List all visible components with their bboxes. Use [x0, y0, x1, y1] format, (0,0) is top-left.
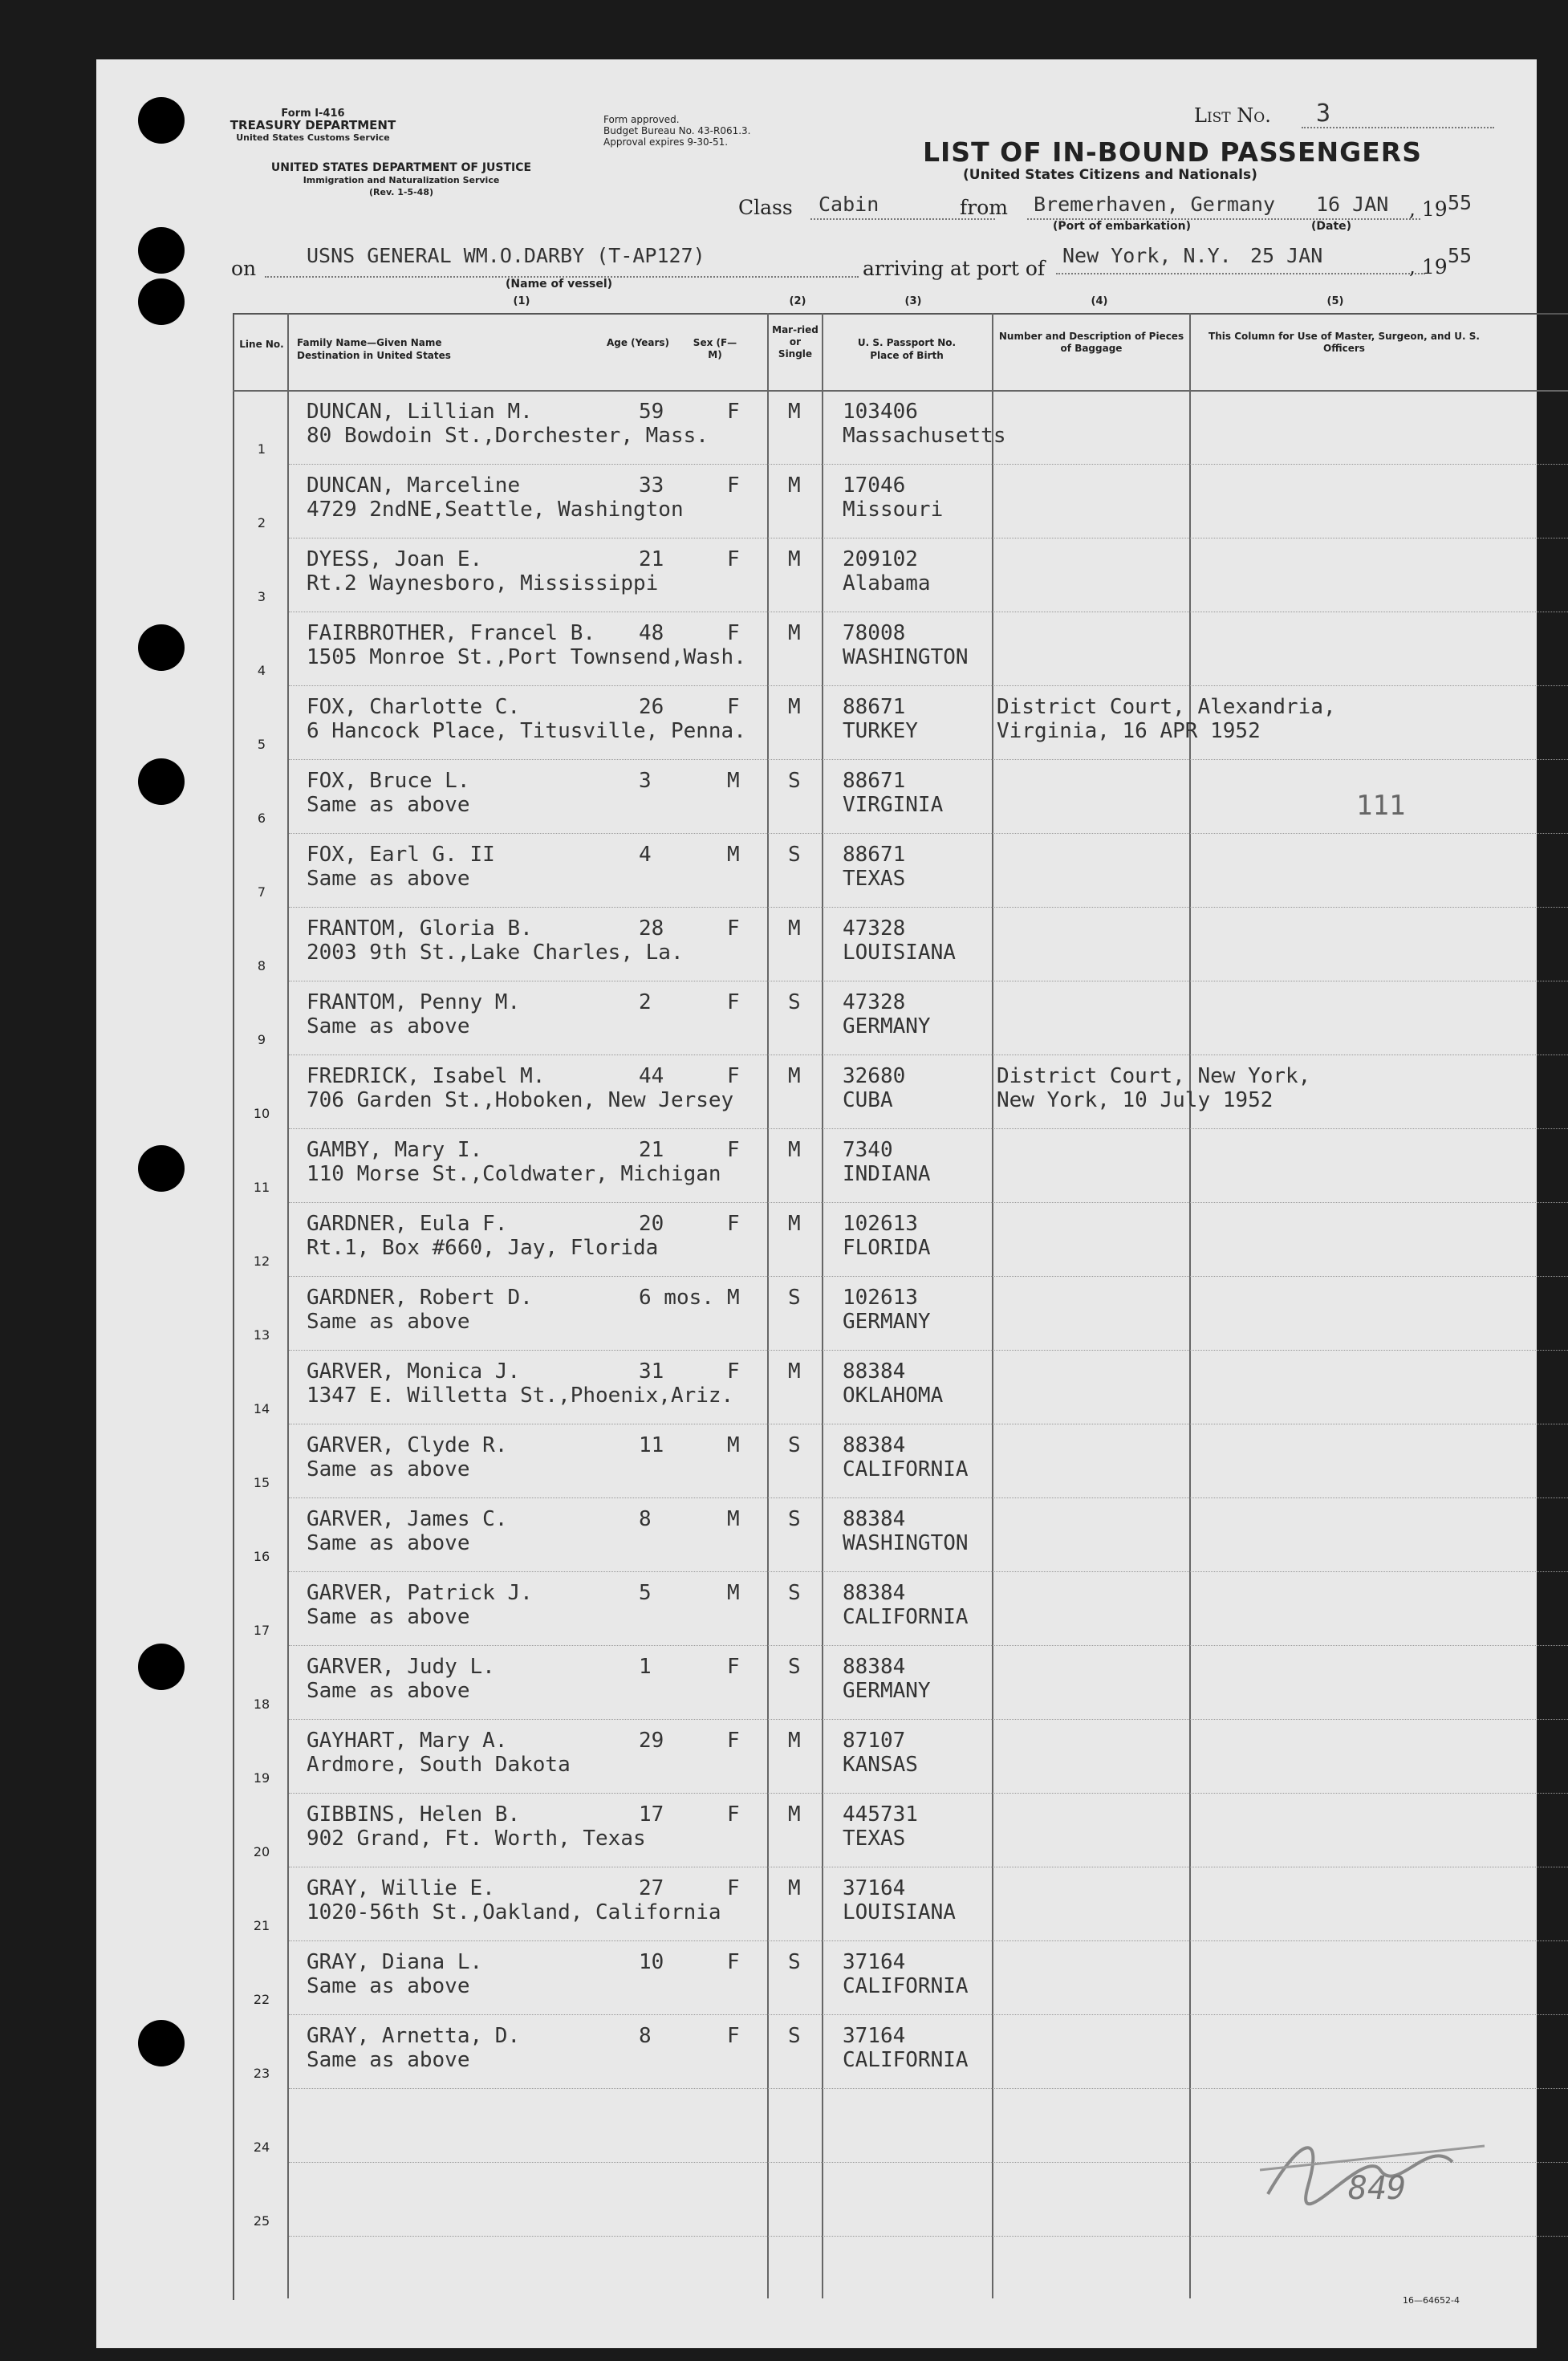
- row-divider: [289, 1719, 1568, 1720]
- marital-status: M: [788, 916, 801, 941]
- line-number: 18: [253, 1697, 270, 1712]
- destination: Same as above: [307, 1531, 470, 1555]
- approval-block: [603, 114, 828, 148]
- sex: M: [727, 1581, 740, 1605]
- destination: Same as above: [307, 1679, 470, 1703]
- header-destination: Destination in United States: [297, 350, 451, 361]
- table-row: [96, 1721, 1537, 1794]
- row-divider: [289, 1645, 1568, 1646]
- row-divider: [289, 907, 1568, 908]
- table-row: [96, 761, 1537, 835]
- passport-number: 47328: [843, 990, 906, 1014]
- destination: Same as above: [307, 1974, 470, 1998]
- destination: 902 Grand, Ft. Worth, Texas: [307, 1827, 646, 1851]
- table-row: [96, 687, 1537, 761]
- destination: Rt.1, Box #660, Jay, Florida: [307, 1236, 659, 1260]
- destination: Same as above: [307, 1014, 470, 1038]
- family-name: GAMBY, Mary I.: [307, 1138, 483, 1162]
- family-name: GARVER, James C.: [307, 1507, 508, 1531]
- line-number: 24: [253, 2140, 270, 2155]
- marital-status: S: [788, 843, 801, 867]
- place-of-birth: TEXAS: [843, 1827, 906, 1851]
- embarkation-date: 16 JAN: [1316, 193, 1389, 216]
- document-subtitle: (United States Citizens and Nationals): [963, 167, 1257, 183]
- family-name: GARVER, Judy L.: [307, 1655, 495, 1679]
- age: 1: [639, 1655, 652, 1679]
- passport-number: 37164: [843, 1876, 906, 1900]
- marital-status: S: [788, 769, 801, 793]
- family-name: GRAY, Willie E.: [307, 1876, 495, 1900]
- passport-number: 47328: [843, 916, 906, 941]
- header-birth: Place of Birth: [870, 350, 944, 361]
- passport-number: 209102: [843, 547, 918, 571]
- age: 11: [639, 1433, 664, 1457]
- table-row: [96, 1499, 1537, 1573]
- row-divider: [289, 1940, 1568, 1941]
- punch-hole: [138, 227, 185, 274]
- passport-number: 102613: [843, 1212, 918, 1236]
- family-name: FREDRICK, Isabel M.: [307, 1064, 546, 1088]
- destination: Same as above: [307, 2048, 470, 2072]
- embarkation-port: Bremerhaven, Germany: [1034, 193, 1276, 216]
- punch-hole: [138, 278, 185, 325]
- row-divider: [289, 759, 1568, 760]
- passport-number: 103406: [843, 400, 918, 424]
- officer-mark: 111: [1356, 790, 1406, 822]
- destination: 706 Garden St.,Hoboken, New Jersey: [307, 1088, 734, 1112]
- form-id-block: [217, 108, 409, 144]
- family-name: FOX, Charlotte C.: [307, 695, 521, 719]
- marital-status: M: [788, 1802, 801, 1827]
- family-name: GRAY, Diana L.: [307, 1950, 483, 1974]
- place-of-birth: INDIANA: [843, 1162, 931, 1186]
- passport-number: 88384: [843, 1507, 906, 1531]
- table-row: [96, 1794, 1537, 1868]
- destination: 1020-56th St.,Oakland, California: [307, 1900, 721, 1924]
- passport-number: 88384: [843, 1359, 906, 1384]
- age: 28: [639, 916, 664, 941]
- baggage-note-2: New York, 10 July 1952: [997, 1088, 1273, 1112]
- destination: 6 Hancock Place, Titusville, Penna.: [307, 719, 746, 743]
- treasury-dept: TREASURY DEPARTMENT: [230, 118, 396, 132]
- place-of-birth: TEXAS: [843, 867, 906, 891]
- sex: M: [727, 1507, 740, 1531]
- approval-line-3: Approval expires 9-30-51.: [603, 136, 729, 148]
- sex: F: [727, 1655, 740, 1679]
- line-number: 10: [253, 1106, 270, 1121]
- header-line-no: Line No.: [239, 339, 284, 350]
- marital-status: S: [788, 2024, 801, 2048]
- list-no-label: List No.: [1194, 104, 1271, 127]
- justice-dept: UNITED STATES DEPARTMENT OF JUSTICE: [270, 161, 532, 174]
- line-number: 6: [257, 811, 266, 826]
- col-num-2: (2): [789, 295, 806, 307]
- age: 3: [639, 769, 652, 793]
- passport-number: 88671: [843, 769, 906, 793]
- line-number: 19: [253, 1770, 270, 1786]
- approval-line-1: Form approved.: [603, 114, 680, 125]
- destination: 1347 E. Willetta St.,Phoenix,Ariz.: [307, 1384, 734, 1408]
- age: 33: [639, 473, 664, 498]
- ins-service: Immigration and Naturalization Service: [303, 175, 500, 185]
- table-row: [96, 908, 1537, 982]
- col-num-3: (3): [904, 295, 922, 307]
- sex: F: [727, 400, 740, 424]
- punch-hole: [138, 624, 185, 671]
- row-divider: [289, 1497, 1568, 1498]
- row-divider: [289, 685, 1568, 686]
- destination: Same as above: [307, 867, 470, 891]
- family-name: FAIRBROTHER, Francel B.: [307, 621, 596, 645]
- marital-status: M: [788, 1359, 801, 1384]
- marital-status: M: [788, 473, 801, 498]
- passport-number: 88384: [843, 1655, 906, 1679]
- place-of-birth: WASHINGTON: [843, 645, 969, 669]
- passport-number: 88384: [843, 1433, 906, 1457]
- date-caption: (Date): [1311, 220, 1352, 233]
- port-caption: (Port of embarkation): [1053, 220, 1192, 233]
- row-divider: [289, 1128, 1568, 1129]
- baggage-note-1: District Court, Alexandria,: [997, 695, 1336, 719]
- line-number: 7: [257, 884, 266, 900]
- sex: F: [727, 990, 740, 1014]
- table-row: [96, 982, 1537, 1056]
- place-of-birth: Massachusetts: [843, 424, 1006, 448]
- marital-status: S: [788, 1655, 801, 1679]
- arrival-date: 25 JAN: [1250, 244, 1323, 267]
- punch-hole: [138, 758, 185, 805]
- row-divider: [289, 1571, 1568, 1572]
- row-divider: [289, 1276, 1568, 1277]
- col-num-1: (1): [513, 295, 530, 307]
- place-of-birth: VIRGINIA: [843, 793, 944, 817]
- family-name: FOX, Bruce L.: [307, 769, 470, 793]
- sex: F: [727, 916, 740, 941]
- table-row: [96, 1942, 1537, 2016]
- marital-status: M: [788, 1212, 801, 1236]
- age: 21: [639, 1138, 664, 1162]
- passport-number: 88384: [843, 1581, 906, 1605]
- line-number: 3: [257, 589, 266, 604]
- approval-line-2: Budget Bureau No. 43-R061.3.: [603, 125, 751, 136]
- vessel-name: USNS GENERAL WM.O.DARBY (T-AP127): [307, 244, 705, 267]
- line-number: 5: [257, 737, 266, 752]
- header-age: Age (Years): [606, 337, 670, 348]
- family-name: GAYHART, Mary A.: [307, 1729, 508, 1753]
- table-row: [96, 1573, 1537, 1647]
- line-number: 16: [253, 1549, 270, 1564]
- marital-status: M: [788, 621, 801, 645]
- justice-block: [225, 162, 578, 198]
- baggage-note-1: District Court, New York,: [997, 1064, 1311, 1088]
- destination: Rt.2 Waynesboro, Mississippi: [307, 571, 659, 595]
- line-number: 23: [253, 2066, 270, 2081]
- place-of-birth: CALIFORNIA: [843, 2048, 969, 2072]
- table-row: [96, 465, 1537, 539]
- punch-hole: [138, 97, 185, 144]
- row-divider: [289, 1793, 1568, 1794]
- line-number: 11: [253, 1180, 270, 1195]
- line-number: 8: [257, 958, 266, 973]
- sex: M: [727, 1433, 740, 1457]
- family-name: GRAY, Arnetta, D.: [307, 2024, 521, 2048]
- family-name: FRANTOM, Penny M.: [307, 990, 521, 1014]
- place-of-birth: Alabama: [843, 571, 931, 595]
- line-number: 15: [253, 1475, 270, 1490]
- line-number: 20: [253, 1844, 270, 1859]
- place-of-birth: Missouri: [843, 498, 944, 522]
- sex: F: [727, 1729, 740, 1753]
- place-of-birth: CUBA: [843, 1088, 893, 1112]
- destination: Same as above: [307, 793, 470, 817]
- row-divider: [289, 2236, 1568, 2237]
- destination: Same as above: [307, 1310, 470, 1334]
- sex: M: [727, 1286, 740, 1310]
- scribble-number: 849: [1348, 2170, 1407, 2207]
- baggage-note-2: Virginia, 16 APR 1952: [997, 719, 1261, 743]
- age: 27: [639, 1876, 664, 1900]
- place-of-birth: WASHINGTON: [843, 1531, 969, 1555]
- family-name: FRANTOM, Gloria B.: [307, 916, 533, 941]
- arrival-port: New York, N.Y.: [1062, 244, 1232, 267]
- table-row: [96, 1425, 1537, 1499]
- line-number: 17: [253, 1623, 270, 1638]
- sex: F: [727, 2024, 740, 2048]
- age: 21: [639, 547, 664, 571]
- from-label: from: [960, 196, 1008, 219]
- destination: 2003 9th St.,Lake Charles, La.: [307, 941, 684, 965]
- passport-number: 7340: [843, 1138, 893, 1162]
- age: 8: [639, 2024, 652, 2048]
- age: 4: [639, 843, 652, 867]
- from-year-prefix: , 19: [1409, 197, 1448, 221]
- age: 10: [639, 1950, 664, 1974]
- place-of-birth: GERMANY: [843, 1014, 931, 1038]
- marital-status: S: [788, 1433, 801, 1457]
- marital-status: M: [788, 547, 801, 571]
- col-num-5: (5): [1326, 295, 1344, 307]
- sex: F: [727, 1138, 740, 1162]
- place-of-birth: GERMANY: [843, 1679, 931, 1703]
- family-name: GIBBINS, Helen B.: [307, 1802, 521, 1827]
- line-number: 14: [253, 1401, 270, 1416]
- header-name: Family Name—Given Name: [297, 337, 442, 348]
- marital-status: S: [788, 1286, 801, 1310]
- destination: 4729 2ndNE,Seattle, Washington: [307, 498, 684, 522]
- place-of-birth: CALIFORNIA: [843, 1974, 969, 1998]
- arrival-year-prefix: , 19: [1409, 255, 1448, 278]
- line-number: 25: [253, 2213, 270, 2229]
- family-name: DYESS, Joan E.: [307, 547, 483, 571]
- row-divider: [289, 464, 1568, 465]
- class-label: Class: [738, 196, 793, 219]
- passport-number: 102613: [843, 1286, 918, 1310]
- age: 26: [639, 695, 664, 719]
- row-divider: [289, 1202, 1568, 1203]
- destination: 110 Morse St.,Coldwater, Michigan: [307, 1162, 721, 1186]
- line-number: 2: [257, 515, 266, 530]
- line-number: 9: [257, 1032, 266, 1047]
- age: 8: [639, 1507, 652, 1531]
- passport-number: 78008: [843, 621, 906, 645]
- marital-status: M: [788, 695, 801, 719]
- marital-status: M: [788, 1064, 801, 1088]
- passport-number: 37164: [843, 1950, 906, 1974]
- destination: 1505 Monroe St.,Port Townsend,Wash.: [307, 645, 746, 669]
- sex: F: [727, 1359, 740, 1384]
- passport-number: 17046: [843, 473, 906, 498]
- arriving-label: arriving at port of: [863, 257, 1046, 280]
- sex: F: [727, 1876, 740, 1900]
- header-sex: Sex (F—M): [693, 337, 737, 360]
- marital-status: M: [788, 1876, 801, 1900]
- on-label: on: [231, 257, 257, 280]
- list-no-underline: [1302, 127, 1494, 128]
- header-married: Mar-ried or Single: [772, 324, 819, 360]
- age: 59: [639, 400, 664, 424]
- age: 2: [639, 990, 652, 1014]
- place-of-birth: LOUISIANA: [843, 941, 956, 965]
- family-name: GARDNER, Robert D.: [307, 1286, 533, 1310]
- table-row: [96, 835, 1537, 908]
- destination: Same as above: [307, 1605, 470, 1629]
- age: 17: [639, 1802, 664, 1827]
- document-title: LIST OF IN-BOUND PASSENGERS: [923, 136, 1422, 168]
- punch-hole: [138, 1145, 185, 1192]
- line-number: 21: [253, 1918, 270, 1933]
- place-of-birth: TURKEY: [843, 719, 918, 743]
- line-number: 13: [253, 1327, 270, 1343]
- age: 20: [639, 1212, 664, 1236]
- marital-status: S: [788, 1507, 801, 1531]
- family-name: GARVER, Clyde R.: [307, 1433, 508, 1457]
- list-no-value: 3: [1316, 100, 1331, 128]
- passport-number: 32680: [843, 1064, 906, 1088]
- manifest-sheet: [96, 59, 1537, 2348]
- age: 31: [639, 1359, 664, 1384]
- header-baggage: Number and Description of Pieces of Baggage: [998, 331, 1184, 354]
- form-number: Form I-416: [281, 108, 345, 120]
- table-row: [96, 1204, 1537, 1278]
- place-of-birth: CALIFORNIA: [843, 1457, 969, 1481]
- line-number: 1: [257, 441, 266, 457]
- from-year: 55: [1448, 191, 1473, 214]
- sex: F: [727, 695, 740, 719]
- row-divider: [289, 1350, 1568, 1351]
- customs-service: United States Customs Service: [236, 132, 390, 143]
- row-divider: [289, 2014, 1568, 2015]
- age: 44: [639, 1064, 664, 1088]
- destination: 80 Bowdoin St.,Dorchester, Mass.: [307, 424, 709, 448]
- age: 6 mos.: [639, 1286, 714, 1310]
- marital-status: S: [788, 1950, 801, 1974]
- place-of-birth: KANSAS: [843, 1753, 918, 1777]
- passport-number: 37164: [843, 2024, 906, 2048]
- place-of-birth: CALIFORNIA: [843, 1605, 969, 1629]
- table-row: [96, 1056, 1537, 1130]
- passport-number: 88671: [843, 843, 906, 867]
- age: 48: [639, 621, 664, 645]
- marital-status: S: [788, 1581, 801, 1605]
- passport-number: 88671: [843, 695, 906, 719]
- revision: (Rev. 1-5-48): [368, 187, 433, 197]
- table-row: [96, 539, 1537, 613]
- row-divider: [289, 833, 1568, 834]
- table-row: [96, 1647, 1537, 1721]
- punch-hole: [138, 1644, 185, 1690]
- family-name: GARDNER, Eula F.: [307, 1212, 508, 1236]
- place-of-birth: GERMANY: [843, 1310, 931, 1334]
- marital-status: M: [788, 1729, 801, 1753]
- sex: F: [727, 1802, 740, 1827]
- family-name: DUNCAN, Lillian M.: [307, 400, 533, 424]
- passport-number: 87107: [843, 1729, 906, 1753]
- sex: M: [727, 843, 740, 867]
- passport-number: 445731: [843, 1802, 918, 1827]
- age: 5: [639, 1581, 652, 1605]
- sex: M: [727, 769, 740, 793]
- header-officers: This Column for Use of Master, Surgeon, and U. S. Officers: [1208, 331, 1480, 354]
- line-number: 4: [257, 663, 266, 678]
- table-row: [96, 1351, 1537, 1425]
- punch-hole: [138, 2020, 185, 2066]
- footer-code: 16—64652-4: [1403, 2295, 1460, 2306]
- family-name: GARVER, Monica J.: [307, 1359, 521, 1384]
- destination: Same as above: [307, 1457, 470, 1481]
- marital-status: S: [788, 990, 801, 1014]
- table-row: [96, 392, 1537, 465]
- table-row: [96, 1130, 1537, 1204]
- sex: F: [727, 621, 740, 645]
- arrival-underline: [1056, 273, 1425, 274]
- marital-status: M: [788, 400, 801, 424]
- destination: Ardmore, South Dakota: [307, 1753, 571, 1777]
- line-number: 22: [253, 1992, 270, 2007]
- table-row: [96, 1868, 1537, 1942]
- age: 29: [639, 1729, 664, 1753]
- sex: F: [727, 473, 740, 498]
- col-num-4: (4): [1091, 295, 1108, 307]
- sex: F: [727, 1212, 740, 1236]
- line-number: 12: [253, 1254, 270, 1269]
- sex: F: [727, 1950, 740, 1974]
- place-of-birth: OKLAHOMA: [843, 1384, 944, 1408]
- row-divider: [289, 2088, 1568, 2089]
- class-value: Cabin: [819, 193, 879, 216]
- sex: F: [727, 547, 740, 571]
- arrival-year: 55: [1448, 244, 1473, 267]
- family-name: GARVER, Patrick J.: [307, 1581, 533, 1605]
- table-row: [96, 1278, 1537, 1351]
- family-name: DUNCAN, Marceline: [307, 473, 521, 498]
- header-passport: U. S. Passport No.: [857, 337, 957, 348]
- table-row: [96, 2016, 1537, 2090]
- sex: F: [727, 1064, 740, 1088]
- place-of-birth: LOUISIANA: [843, 1900, 956, 1924]
- vessel-caption: (Name of vessel): [506, 278, 613, 291]
- place-of-birth: FLORIDA: [843, 1236, 931, 1260]
- table-row: [96, 613, 1537, 687]
- marital-status: M: [788, 1138, 801, 1162]
- family-name: FOX, Earl G. II: [307, 843, 495, 867]
